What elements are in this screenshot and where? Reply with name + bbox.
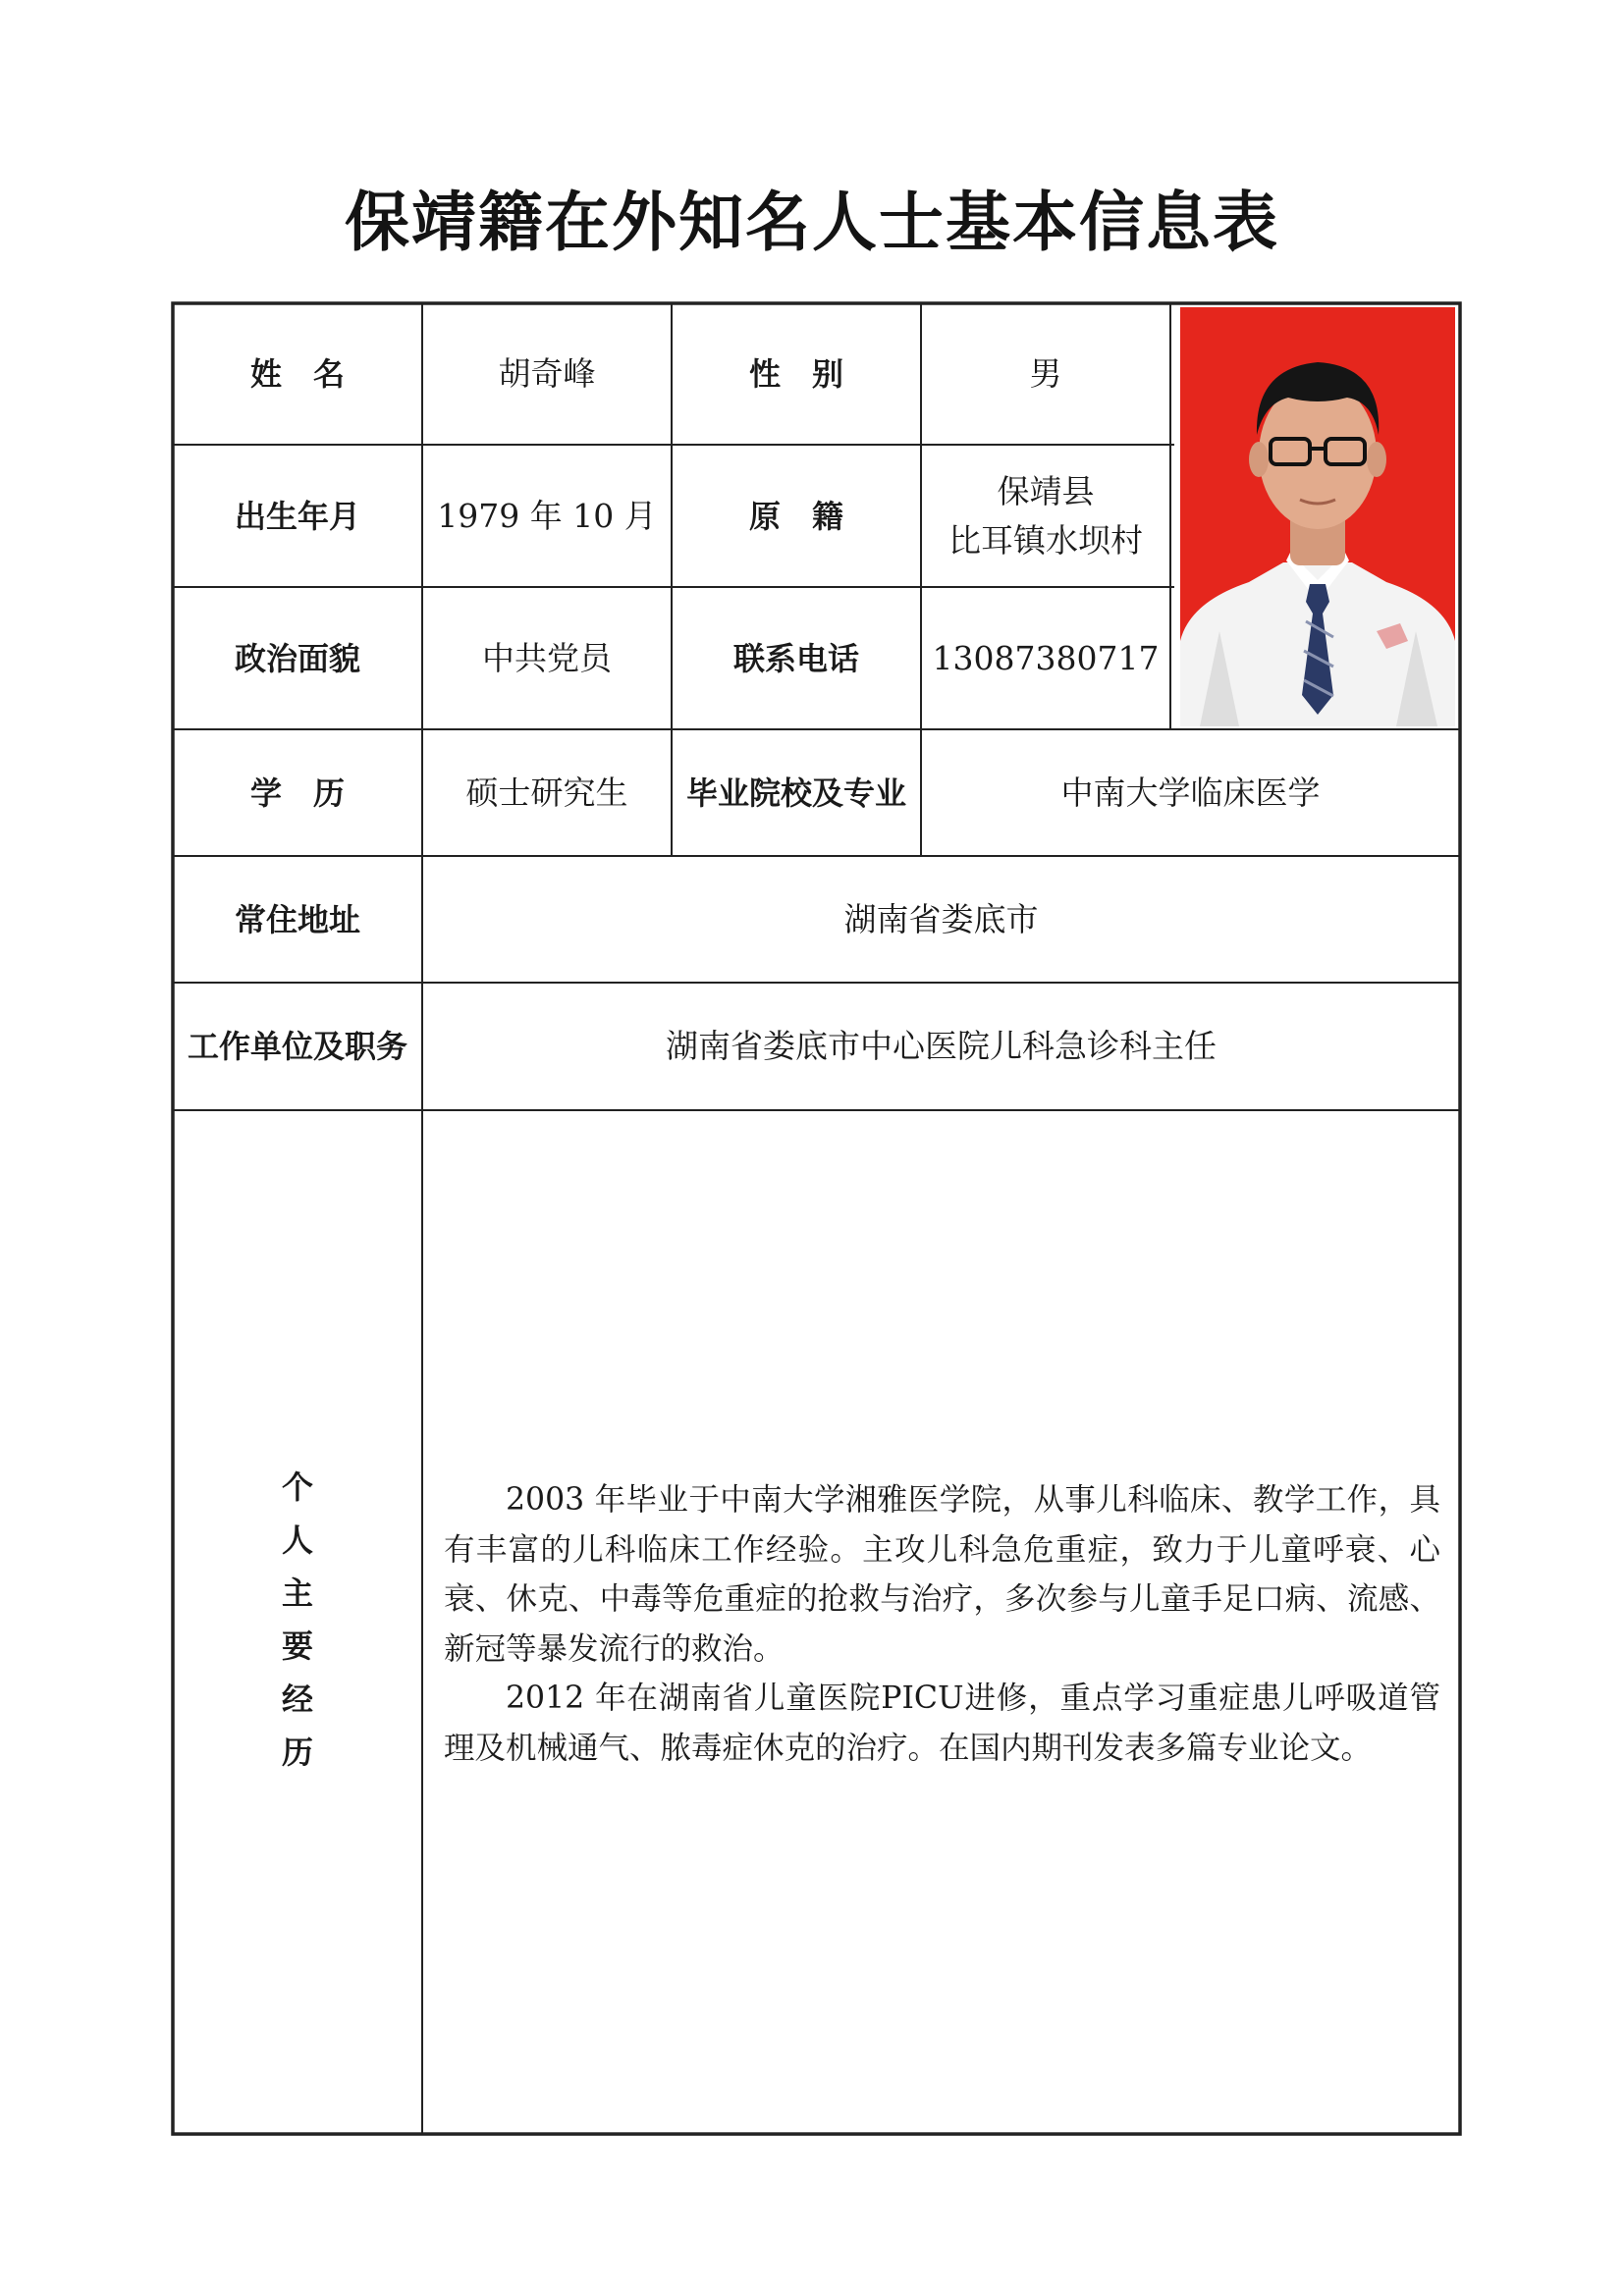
phone-value: 13087380717 — [932, 638, 1160, 677]
gender-value: 男 — [1029, 354, 1062, 393]
portrait-photo — [1180, 307, 1455, 726]
experience-label-char: 个 — [281, 1468, 313, 1506]
address-label: 常住地址 — [234, 900, 360, 938]
experience-label — [173, 1461, 422, 1779]
experience-label-char: 经 — [281, 1681, 313, 1718]
birth-label: 出生年月 — [234, 497, 360, 535]
experience-label-char: 历 — [281, 1734, 313, 1771]
origin-value — [921, 445, 1170, 587]
school-label: 毕业院校及专业 — [685, 774, 906, 812]
page-title: 保靖籍在外知名人士基本信息表 — [345, 184, 1279, 260]
work-label: 工作单位及职务 — [187, 1028, 407, 1065]
name-label: 姓 名 — [249, 355, 345, 393]
school-value: 中南大学临床医学 — [1060, 773, 1321, 812]
experience-text — [444, 1475, 1440, 1773]
origin-line-1: 保靖县 — [997, 471, 1095, 510]
experience-label-char: 要 — [281, 1628, 313, 1665]
political-value: 中共党员 — [482, 638, 612, 677]
experience-label-char: 主 — [281, 1575, 313, 1612]
education-label: 学 历 — [249, 774, 345, 812]
origin-line-2: 比耳镇水坝村 — [948, 520, 1143, 560]
address-value: 湖南省娄底市 — [843, 899, 1039, 938]
left-ear — [1249, 442, 1269, 477]
phone-label: 联系电话 — [732, 639, 859, 677]
experience-paragraph-1: 2003 年毕业于中南大学湘雅医学院，从事儿科临床、教学工作，具有丰富的儿科临床工作经验。主攻儿科急危重症，致力于儿童呼衰、心衰、休克、中毒等危重症的抢救与治疗，多次参与儿童手足口病、流感、新冠等暴发流行的救治。 — [444, 1482, 1440, 1667]
work-value: 湖南省娄底市中心医院儿科急诊科主任 — [666, 1027, 1217, 1065]
birth-value: 1979 年 10 月 — [437, 496, 657, 535]
gender-label: 性 别 — [748, 355, 843, 393]
experience-paragraph-2: 2012 年在湖南省儿童医院PICU进修，重点学习重症患儿呼吸道管理及机械通气、脓毒症休克的治疗。在国内期刊发表多篇专业论文。 — [444, 1681, 1440, 1766]
education-value: 硕士研究生 — [465, 773, 628, 812]
experience-label-char: 人 — [281, 1522, 313, 1559]
right-ear — [1367, 442, 1386, 477]
origin-label: 原 籍 — [748, 497, 843, 535]
name-value: 胡奇峰 — [498, 354, 596, 393]
political-label: 政治面貌 — [234, 639, 360, 677]
